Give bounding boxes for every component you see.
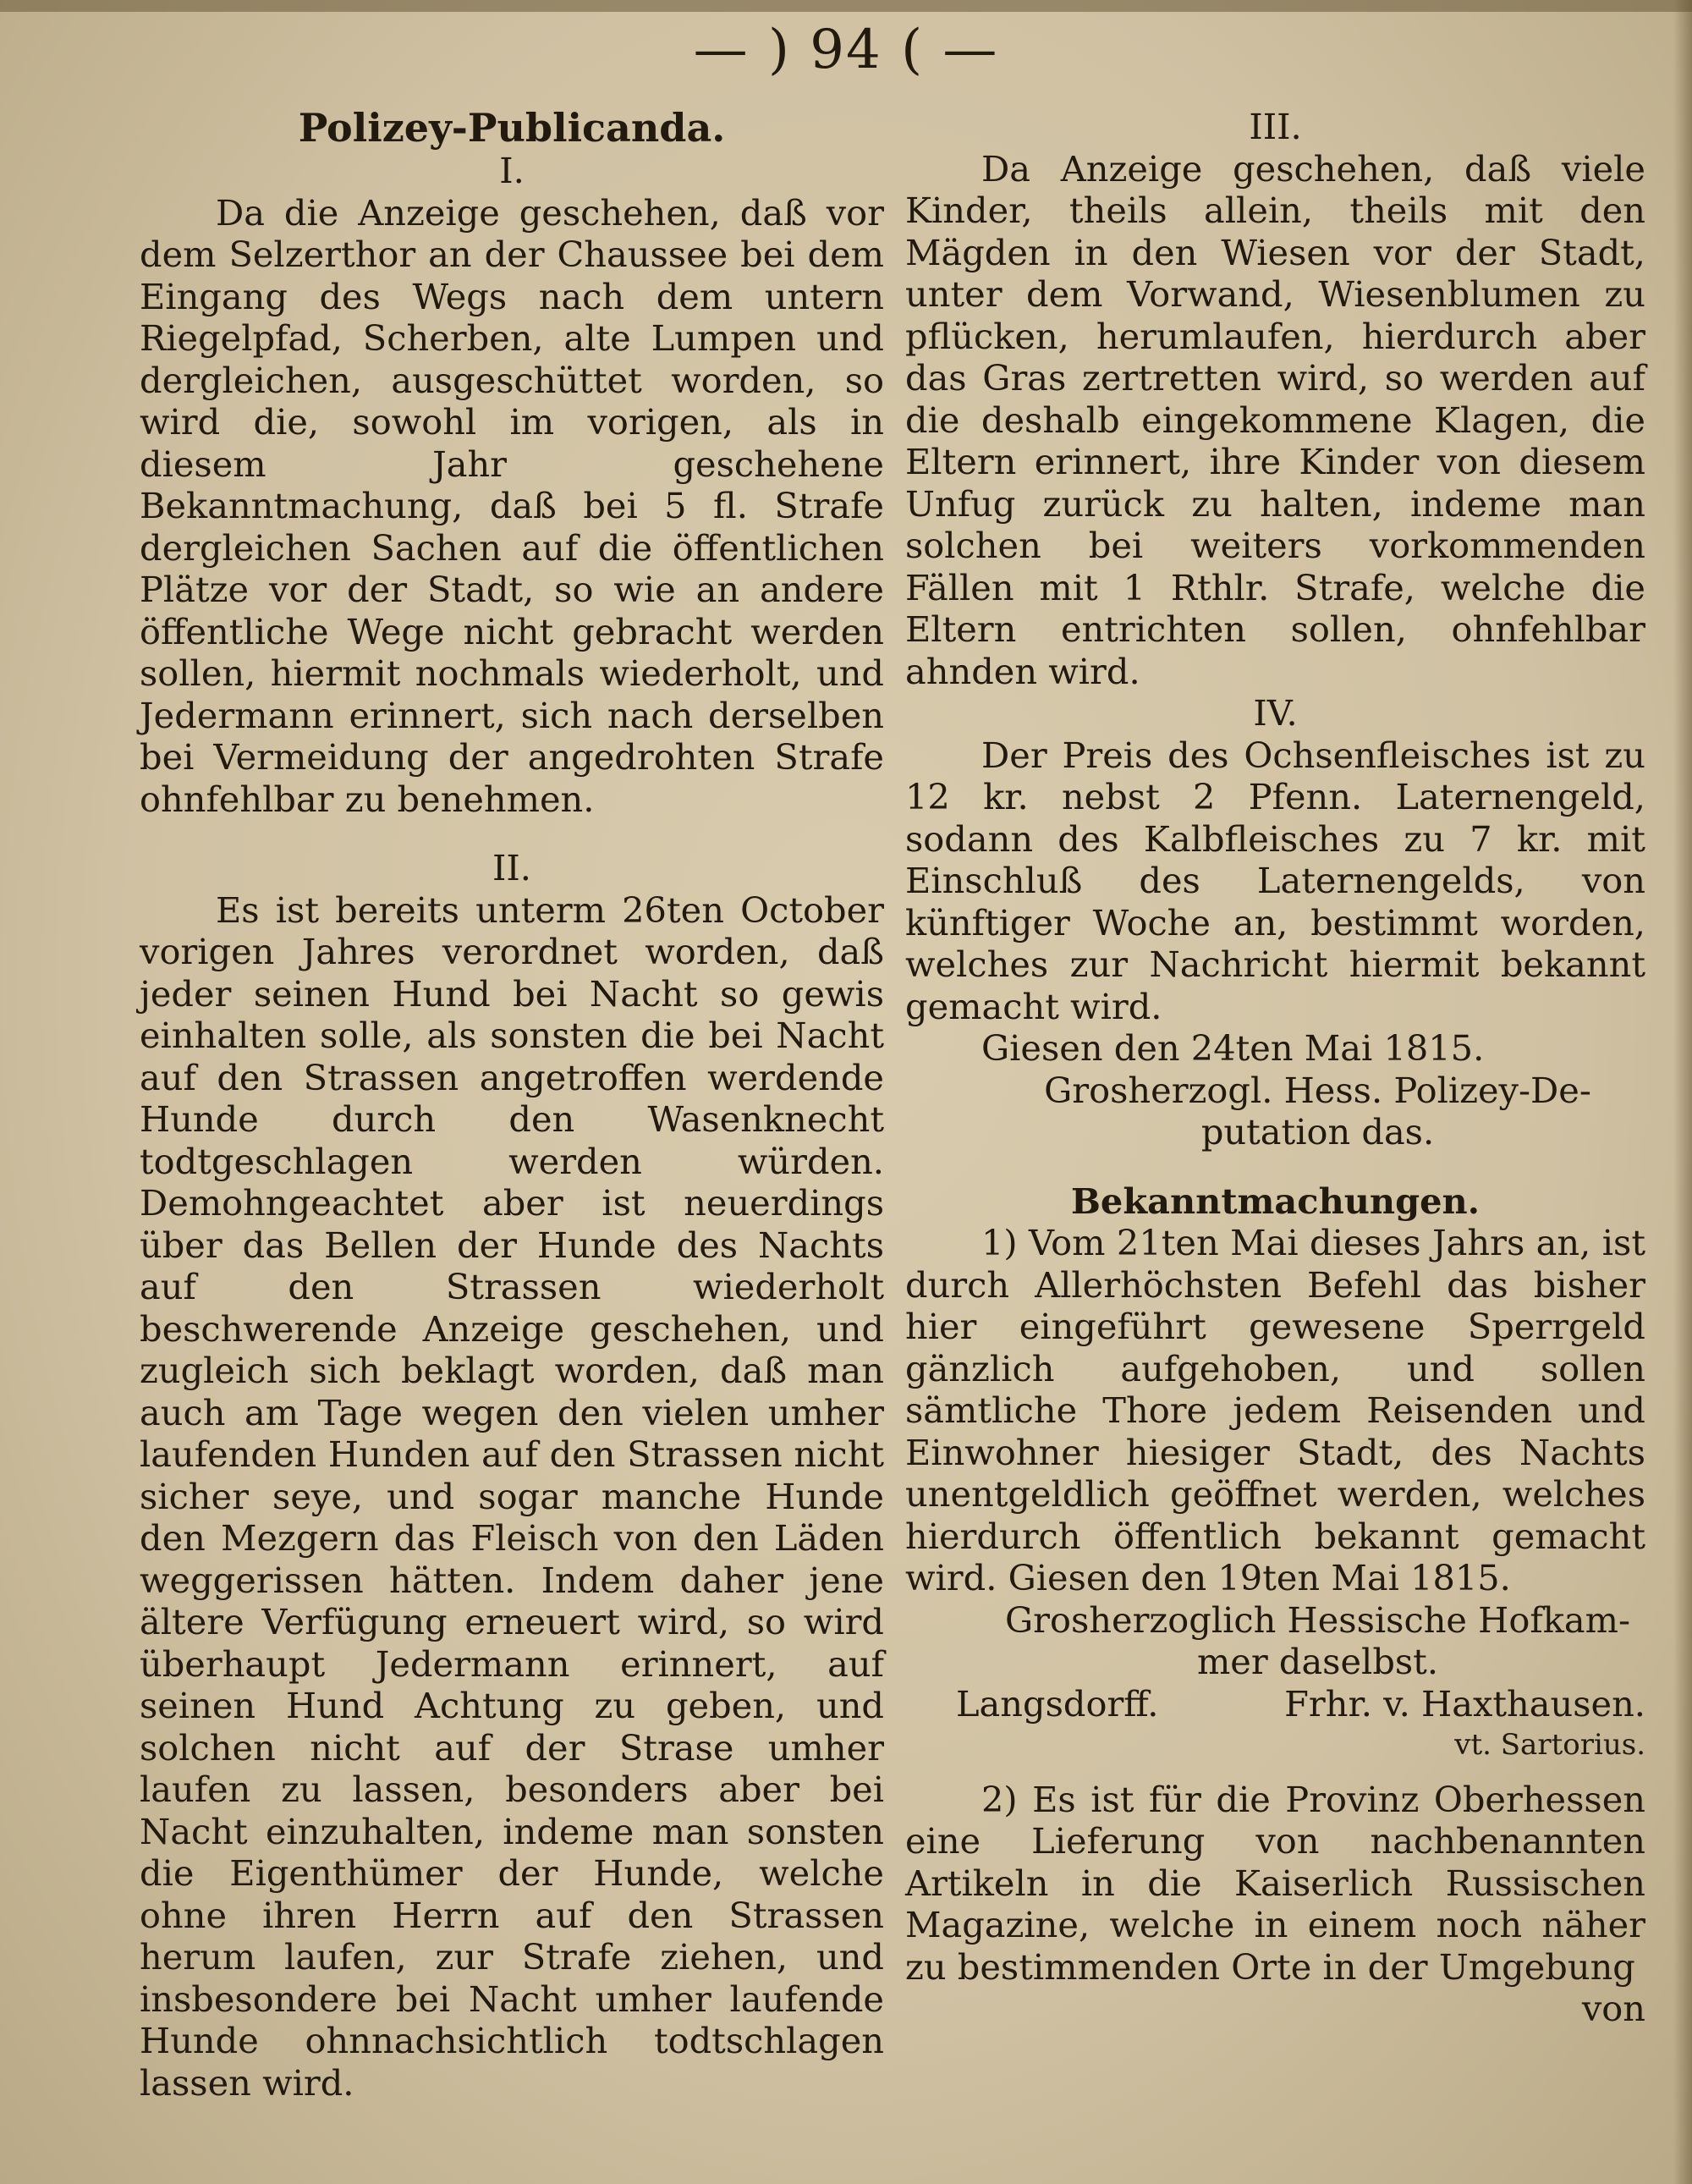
section-1-text: Da die Anzeige geschehen, daß vor dem Selzerthor an der Chaussee bei dem Eingang des Wegs nach dem untern Riegelpfad, Scherben, alte Lumpen und dergleichen, ausgeschüttet worden, so wird die, sowohl im vorigen, als in diesem Jahr geschehene Bekanntmachung, daß bei 5 fl. Strafe dergleichen Sachen auf die öffentlichen Plätze vor der Stadt, so wie an andere öffentliche Wege nicht gebracht werden sollen, hiermit nochmals wiederholt, und Jedermann erinnert, sich nach derselben bei Vermeidung der angedrohten Strafe ohnfehlbar zu benehmen. xyxy=(140,191,884,820)
section-title-polizey: Polizey-Publicanda. xyxy=(298,105,726,151)
left-column xyxy=(140,106,884,2104)
announcement-1-signatories xyxy=(905,1683,1645,1725)
section-4-text: Der Preis des Ochsenfleisches ist zu 12 kr. nebst 2 Pfenn. Laternengeld, sodann des Kalbfleisches zu 7 kr. mit Einschluß des Laternengelds, von künftiger Woche an, bestimmt worden, welches zur Nachricht hiermit bekannt gemacht wird. xyxy=(905,734,1645,1027)
countersignature-sartorius: vt. Sartorius. xyxy=(1454,1728,1645,1762)
section-2-text: Es ist bereits unterm 26ten October vorigen Jahres verordnet worden, daß jeder seinen Hund bei Nacht so gewis einhalten solle, als sonsten die bei Nacht auf den Strassen angetroffen werdende Hunde durch den Wasenknecht todtgeschlagen werden würden. Demohngeachtet aber ist neuerdings über das Bellen der Hunde des Nachts auf den Strassen wiederholt beschwerende Anzeige geschehen, und zugleich sich beklagt worden, daß man auch am Tage wegen den vielen umher laufenden Hunden auf den Strassen nicht sicher seye, und sogar manche Hunde den Mezgern das Fleisch von den Läden weggerissen hätten. Indem daher jene ältere Verfügung erneuert wird, so wird überhaupt Jedermann erinnert, auf seinen Hund Achtung zu geben, und solchen nicht auf der Strase umher laufen zu lassen, besonders aber bei Nacht einzuhalten, indeme man sonsten die Eigenthümer der Hunde, welche ohne ihren Herrn auf den Strassen herum laufen, zur Strafe ziehen, und insbesondere bei Nacht umher laufende Hunde ohnnachsichtlich todtschlagen lassen wird. xyxy=(140,888,884,2104)
section-numeral-1: I. xyxy=(499,150,525,191)
page-right-edge xyxy=(1673,0,1692,2184)
announcement-2-text: 2) Es ist für die Provinz Oberhessen eine Lieferung von nachbenannten Artikeln in die Kaiserlich Russischen Magazine, welche in einem noch näher zu bestimmenden Orte in der Umgebung xyxy=(905,1778,1645,1988)
announcement-1-text: 1) Vom 21ten Mai dieses Jahrs an, ist durch Allerhöchsten Befehl das bisher hier eingeführt gewesene Sperrgeld gänzlich aufgehoben, und sollen sämtliche Thore jedem Reisenden und Einwohner hiesiger Stadt, des Nachts unentgeldlich geöffnet werden, welches hierdurch öffentlich bekannt gemacht wird. Giesen den 19ten Mai 1815. xyxy=(905,1222,1645,1598)
section-numeral-3: III. xyxy=(1249,106,1302,147)
page-number-header: — ) 94 ( — xyxy=(693,19,999,81)
announcement-1-authority-2: mer daselbst. xyxy=(1196,1641,1439,1682)
announcement-1-authority-1: Grosherzoglich Hessische Hofkam- xyxy=(1005,1598,1630,1641)
section-numeral-4: IV. xyxy=(1253,692,1298,734)
signatory-langsdorff: Langsdorff. xyxy=(956,1682,1159,1725)
section-4-signature-2: putation das. xyxy=(1200,1111,1435,1153)
announcements-title: Bekanntmachungen. xyxy=(1070,1180,1480,1222)
signatory-haxthausen: Frhr. v. Haxthausen. xyxy=(1284,1682,1645,1725)
section-4-date: Giesen den 24ten Mai 1815. xyxy=(981,1027,1485,1069)
section-3-text: Da Anzeige geschehen, daß viele Kinder, theils allein, theils mit den Mägden in den Wiesen vor der Stadt, unter dem Vorwand, Wiesenblumen zu pflücken, herumlaufen, hierdurch aber das Gras zertretten wird, so werden auf die deshalb eingekommene Klagen, die Eltern erinnert, ihre Kinder von diesem Unfug zurück zu halten, indeme man solchen bei weiters vorkommenden Fällen mit 1 Rthlr. Strafe, welche die Eltern entrichten sollen, ohnfehlbar ahnden wird. xyxy=(905,147,1645,692)
section-numeral-2: II. xyxy=(492,847,531,888)
section-4-signature-1: Grosherzogl. Hess. Polizey-De- xyxy=(1044,1069,1591,1111)
catchword: von xyxy=(1581,1988,1645,2029)
page-top-edge xyxy=(0,0,1692,12)
right-column xyxy=(905,106,1645,2030)
